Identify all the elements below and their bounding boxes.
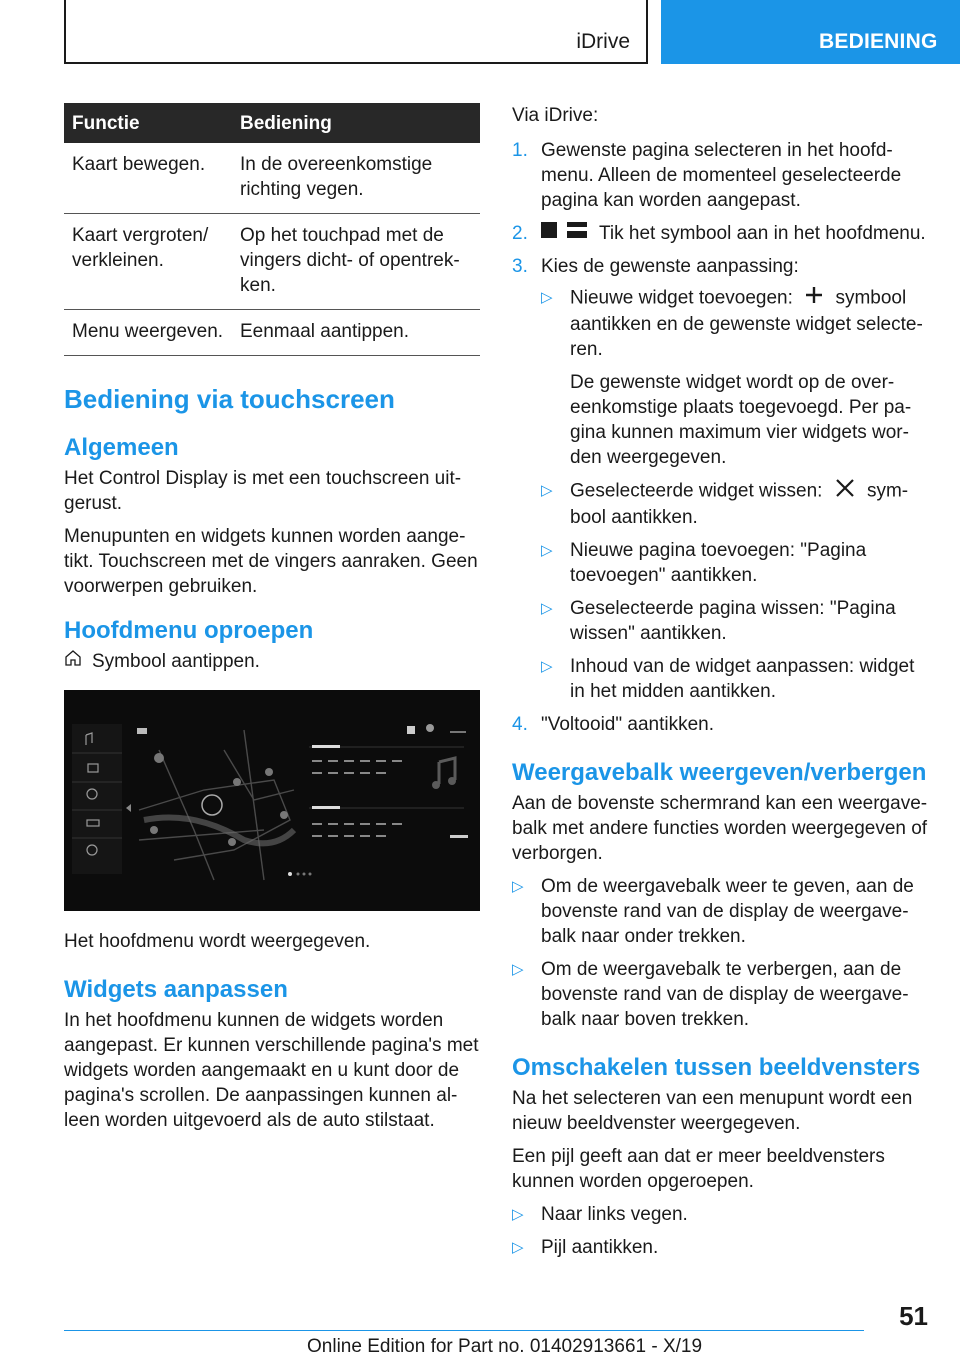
header-section: iDrive (576, 30, 630, 53)
list-item-text: Inhoud van de widget aanpassen: widget in het midden aantikken. (570, 656, 915, 703)
list-item (512, 1235, 928, 1260)
subsection-heading: Widgets aanpassen (64, 976, 288, 1003)
switch-bullets (512, 1202, 928, 1260)
triangle-right-icon: ▷ (512, 878, 524, 896)
triangle-right-icon: ▷ (512, 961, 524, 979)
step-item (512, 712, 928, 737)
bar-bullets (512, 874, 928, 1032)
steps-list (512, 138, 928, 737)
instruction-text: Symbool aantippen. (92, 651, 260, 672)
list-item (541, 285, 928, 470)
mainmenu-instruction (64, 649, 480, 674)
paragraph: In het hoofdmenu kunnen de widgets worden aangepast. Er kunnen verschillende pagina's met widgets worden aangemaakt en u kunt door de pagina's scrollen. De aanpassingen kunnen al-leen worden uitgevoerd als de auto stilstaat. (64, 1010, 479, 1131)
step-text: Gewenste pagina selecteren in het hoofd-menu. Alleen de momenteel geselecteerde pagina kan worden aangepast. (541, 140, 902, 211)
header-frame (64, 0, 648, 64)
table-header-cell: Bediening (232, 103, 480, 143)
subsection-heading: Hoofdmenu oproepen (64, 617, 314, 644)
triangle-right-icon: ▷ (541, 542, 553, 560)
home-icon (64, 649, 92, 674)
table-cell: Menu weergeven. (64, 310, 232, 356)
function-table (64, 103, 480, 356)
step-number: 2. (512, 223, 528, 244)
triangle-right-icon: ▷ (512, 1239, 524, 1257)
table-cell: Eenmaal aantippen. (232, 310, 480, 356)
header-chapter: BEDIENING (661, 0, 960, 64)
list-item (512, 1202, 928, 1227)
list-item-text: Geselecteerde pagina wissen: "Pagina wissen" aantikken. (570, 598, 896, 645)
table-cell: Kaart vergroten/ verkleinen. (64, 214, 232, 310)
footer-divider (64, 1330, 864, 1331)
triangle-right-icon: ▷ (541, 482, 553, 500)
table-cell: In de overeenkomstige richting vegen. (232, 143, 480, 214)
list-item-text: Om de weergavebalk weer te geven, aan de bovenste rand van de display de weergave-balk naar onder trekken. (541, 876, 914, 948)
cross-icon (834, 478, 856, 505)
options-list (541, 285, 928, 704)
table-header-cell: Functie (64, 103, 232, 143)
caption: Het hoofdmenu wordt weergegeven. (64, 931, 371, 952)
triangle-right-icon: ▷ (541, 658, 553, 676)
paragraph: Het Control Display is met een touchscreen uit-gerust. (64, 468, 462, 514)
paragraph: Via iDrive: (512, 105, 599, 126)
list-item-text: Pijl aantikken. (541, 1237, 659, 1259)
section-heading: Bediening via touchscreen (64, 384, 395, 414)
step-item (512, 138, 928, 213)
paragraph: Menupunten en widgets kunnen worden aange-tikt. Touchscreen met de vingers aanraken. Geen voorwerpen gebruiken. (64, 526, 478, 597)
widget-grid-icon (541, 221, 589, 246)
list-item-text: symbool aantikken en de gewenste widget selecte-ren. (570, 288, 923, 361)
paragraph: Na het selecteren van een menupunt wordt een nieuw beeldvenster weergegeven. (512, 1088, 913, 1135)
list-item-text: Nieuwe pagina toevoegen: "Pagina toevoegen" aantikken. (570, 540, 867, 587)
page-number: 51 (899, 1301, 928, 1331)
triangle-right-icon: ▷ (541, 600, 553, 618)
table-cell: Kaart bewegen. (64, 143, 232, 214)
step-text: "Voltooid" aantikken. (541, 714, 714, 736)
plus-icon (804, 285, 824, 312)
main-menu-screenshot (64, 690, 480, 911)
list-item (541, 654, 928, 704)
subsection-heading: Omschakelen tussen beeldvensters (512, 1054, 921, 1082)
footer-edition: Online Edition for Part no. 01402913661 - X/19 (307, 1336, 703, 1357)
table-row (64, 310, 480, 356)
list-item (541, 478, 928, 530)
left-column (64, 103, 480, 1141)
table-row (64, 214, 480, 310)
step-item (512, 254, 928, 704)
table-row (64, 143, 480, 214)
right-column (512, 103, 928, 1268)
step-text: Kies de gewenste aanpassing: (541, 256, 799, 278)
subsection-heading: Weergavebalk weergeven/verbergen (512, 759, 927, 787)
list-item (541, 596, 928, 646)
table-cell: Op het touchpad met de vingers dicht- of opentrek-ken. (232, 214, 480, 310)
step-number: 4. (512, 714, 528, 736)
list-item (512, 874, 928, 949)
list-item-text: Naar links vegen. (541, 1204, 688, 1226)
paragraph: Aan de bovenste schermrand kan een weergave-balk met andere functies worden weergegeven of verborgen. (512, 793, 928, 865)
step-number: 1. (512, 140, 528, 161)
paragraph: Een pijl geeft aan dat er meer beeldvensters kunnen worden opgeroepen. (512, 1146, 885, 1193)
list-item-text: Om de weergavebalk te verbergen, aan de bovenste rand van de display de weergave-balk naar boven trekken. (541, 959, 909, 1031)
subsection-heading: Algemeen (64, 434, 179, 461)
list-item (541, 538, 928, 588)
list-item-text: Geselecteerde widget wissen: (570, 481, 823, 502)
step-number: 3. (512, 256, 528, 278)
triangle-right-icon: ▷ (541, 289, 553, 307)
table-header-row (64, 103, 480, 143)
list-item (512, 957, 928, 1032)
step-item (512, 221, 928, 246)
list-item-note: De gewenste widget wordt op de over-eenkomstige plaats toegevoegd. Per pa-gina kunnen maximum vier widgets wor-den weergegeven. (570, 372, 912, 469)
list-item-text: Nieuwe widget toevoegen: (570, 288, 793, 309)
step-text: Tik het symbool aan in het hoofdmenu. (599, 223, 926, 244)
triangle-right-icon: ▷ (512, 1206, 524, 1224)
list-item-text: sym-bool aantikken. (570, 481, 909, 529)
